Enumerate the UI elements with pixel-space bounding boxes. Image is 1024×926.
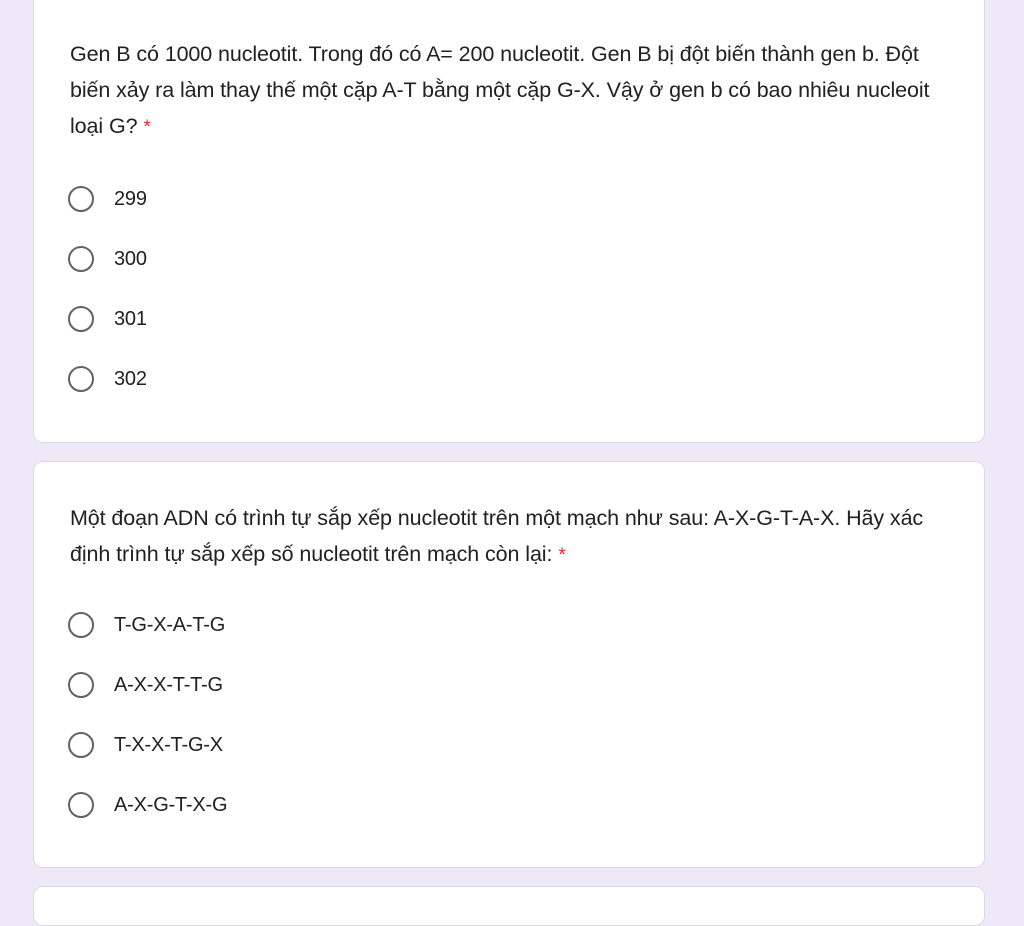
option-label: A-X-X-T-T-G: [114, 673, 223, 696]
question-2-text: Một đoạn ADN có trình tự sắp xếp nucleotit trên một mạch như sau: A-X-G-T-A-X. Hãy xác định trình tự sắp xếp số nucleotit trên mạch còn lại: *: [70, 506, 924, 566]
option-label: 300: [114, 247, 147, 270]
question-1-text: Gen B có 1000 nucleotit. Trong đó có A= 200 nucleotit. Gen B bị đột biến thành gen b. Đột biến xảy ra làm thay thế một cặp A-T bằng một cặp G-X. Vậy ở gen b có bao nhiêu nucleoit loại G? *: [70, 42, 930, 138]
radio-button[interactable]: [68, 732, 94, 758]
question-card-2: [33, 461, 985, 868]
radio-button[interactable]: [68, 366, 94, 392]
radio-button[interactable]: [68, 246, 94, 272]
q1-option-301[interactable]: [68, 289, 147, 349]
radio-button[interactable]: [68, 792, 94, 818]
required-asterisk: *: [558, 545, 566, 566]
q1-option-299[interactable]: [68, 169, 147, 229]
question-card-3-partial: [33, 886, 985, 926]
option-label: 299: [114, 187, 147, 210]
option-label: A-X-G-T-X-G: [114, 793, 228, 816]
radio-button[interactable]: [68, 612, 94, 638]
required-asterisk: *: [143, 117, 151, 138]
q2-option-3[interactable]: [68, 715, 227, 775]
option-label: 302: [114, 367, 147, 390]
question-2-options: [68, 595, 227, 835]
radio-button[interactable]: [68, 306, 94, 332]
question-1-options: [68, 169, 147, 409]
q1-option-302[interactable]: [68, 349, 147, 409]
q1-option-300[interactable]: [68, 229, 147, 289]
option-label: T-G-X-A-T-G: [114, 613, 226, 636]
option-label: 301: [114, 307, 147, 330]
q2-option-2[interactable]: [68, 655, 227, 715]
option-label: T-X-X-T-G-X: [114, 733, 223, 756]
q2-option-4[interactable]: [68, 775, 227, 835]
radio-button[interactable]: [68, 186, 94, 212]
radio-button[interactable]: [68, 672, 94, 698]
q2-option-1[interactable]: [68, 595, 227, 655]
question-card-1: [33, 0, 985, 443]
